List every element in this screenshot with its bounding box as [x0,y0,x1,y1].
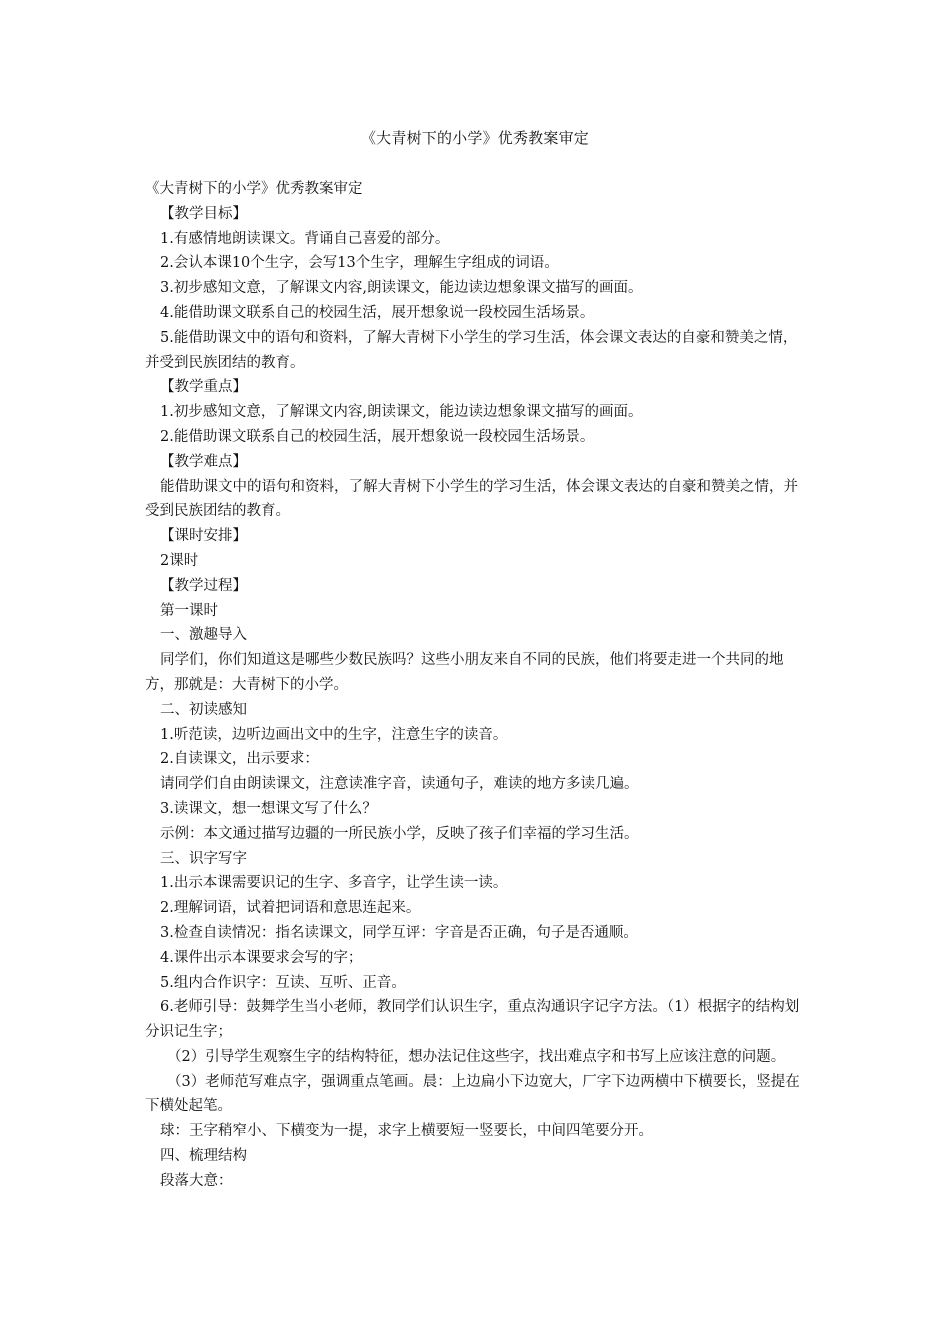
paragraph: 3.读课文，想一想课文写了什么？ [160,800,377,817]
paragraph: 4.能借助课文联系自己的校园生活，展开想象说一段校园生活场景。 [160,304,595,321]
paragraph: 请同学们自由朗读课文，注意读准字音，读通句子，难读的地方多读几遍。 [160,776,639,793]
paragraph: 4.课件出示本课要求会写的字； [160,949,363,966]
paragraph: 段落大意： [160,1172,233,1189]
section-heading: 【教学重点】 [160,379,247,396]
paragraph: 《大青树下的小学》优秀教案审定 [145,181,363,197]
document-body [145,177,805,1194]
section-heading: 【教学难点】 [160,453,247,470]
paragraph: 2课时 [160,552,199,569]
subsection-heading: 四、梳理结构 [160,1148,247,1165]
subsection-heading: 三、识字写字 [160,850,247,867]
section-heading: 【教学目标】 [160,205,247,222]
paragraph: 能借助课文中的语句和资料，了解大青树下小学生的学习生活，体会课文表达的自豪和赞美之情，并受到民族团结的教育。 [145,478,798,520]
paragraph: 3.初步感知文意，了解课文内容,朗读课文，能边读边想象课文描写的画面。 [160,280,643,297]
subsection-heading: 一、激趣导入 [160,627,247,644]
paragraph: 3.检查自读情况：指名读课文，同学互评：字音是否正确，句子是否通顺。 [160,924,638,941]
paragraph: 6.老师引导：鼓舞学生当小老师，教同学们认识生字，重点沟通识字记字方法。（1）根据字的结构划分识记生字； [145,999,800,1041]
paragraph: 1.出示本课需要识记的生字、多音字，让学生读一读。 [160,875,508,892]
paragraph: 1.有感情地朗读课文。背诵自己喜爱的部分。 [160,230,450,247]
paragraph: 5.能借助课文中的语句和资料，了解大青树下小学生的学习生活，体会课文表达的自豪和赞美之情，并受到民族团结的教育。 [145,329,798,371]
paragraph: 第一课时 [160,602,218,619]
subsection-heading: 二、初读感知 [160,701,247,718]
section-heading: 【教学过程】 [160,577,247,594]
paragraph: 1.初步感知文意，了解课文内容,朗读课文，能边读边想象课文描写的画面。 [160,404,643,421]
paragraph: 5.组内合作识字：互读、互听、正音。 [160,974,406,991]
paragraph: （2）引导学生观察生字的结构特征，想办法记住这些字，找出难点字和书写上应该注意的问题。 [167,1048,786,1065]
paragraph: 1.听范读，边听边画出文中的生字，注意生字的读音。 [160,726,508,743]
paragraph: 同学们，你们知道这是哪些少数民族吗？这些小朋友来自不同的民族，他们将要走进一个共同的地方，那就是：大青树下的小学。 [145,652,784,693]
page-title: 《大青树下的小学》优秀教案审定 [360,129,589,147]
paragraph: 2.理解词语，试着把词语和意思连起来。 [160,900,421,917]
section-heading: 【课时安排】 [160,528,247,545]
paragraph: 2.自读课文，出示要求： [160,751,319,768]
paragraph: （3）老师范写难点字，强调重点笔画。晨：上边扁小下边宽大，厂字下边两横中下横要长，竖提在下横处起笔。 [145,1073,800,1115]
paragraph: 示例：本文通过描写边疆的一所民族小学，反映了孩子们幸福的学习生活。 [160,825,639,842]
paragraph: 2.会认本课10个生字，会写13个生字，理解生字组成的词语。 [160,255,559,272]
paragraph: 2.能借助课文联系自己的校园生活，展开想象说一段校园生活场景。 [160,428,595,445]
paragraph: 球：王字稍窄小、下横变为一提，求字上横要短一竖要长，中间四笔要分开。 [160,1123,653,1140]
